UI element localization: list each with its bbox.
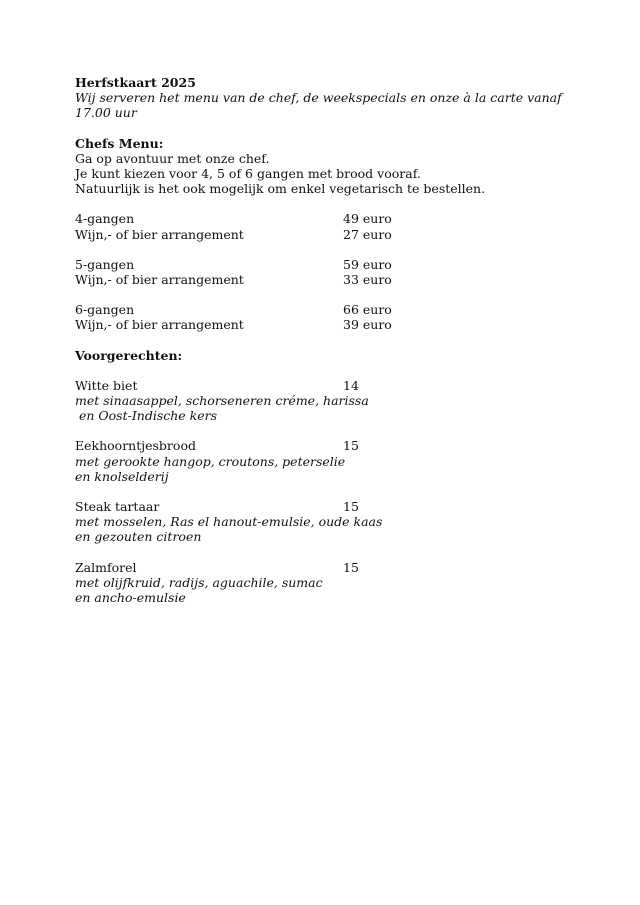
dish-name: Eekhoorntjesbrood — [75, 438, 196, 454]
pairing-price: 27 euro — [343, 226, 392, 242]
pairing-label: Wijn,- of bier arrangement — [75, 272, 244, 288]
dish-name: Steak tartaar — [75, 499, 160, 515]
course-option-label: 4-gangen — [75, 211, 135, 227]
dish-description-line: en knolselderij — [75, 468, 169, 484]
dish-description-line: met mosselen, Ras el hanout-emulsie, oude kaas — [75, 514, 383, 530]
voorgerechten-heading: Voorgerechten: — [75, 347, 183, 363]
dish-name: Witte biet — [75, 377, 138, 393]
pairing-row — [75, 317, 595, 332]
dish-description-line: met olijfkruid, radijs, aguachile, sumac — [75, 574, 323, 590]
spacer — [75, 287, 595, 302]
chefs-menu-intro-line: Je kunt kiezen voor 4, 5 of 6 gangen met brood vooraf. — [75, 166, 421, 182]
dish-item — [75, 378, 595, 424]
dish-price: 15 — [343, 438, 359, 454]
dish-description-line: met gerookte hangop, croutons, peterselie — [75, 453, 346, 469]
course-option-price: 66 euro — [343, 302, 392, 318]
page-subtitle: Wij serveren het menu van de chef, de weekspecials en onze à la carte vanaf 17.00 uur — [75, 90, 562, 121]
dish-description-line: en Oost-Indische kers — [75, 408, 218, 424]
course-option-price: 49 euro — [343, 211, 392, 227]
dish-item — [75, 499, 595, 545]
chefs-menu-intro-line: Natuurlijk is het ook mogelijk om enkel vegetarisch te bestellen. — [75, 181, 486, 197]
course-option-row — [75, 211, 595, 226]
menu-document — [75, 75, 595, 605]
course-option-label: 6-gangen — [75, 302, 135, 318]
chefs-menu-intro-line: Ga op avontuur met onze chef. — [75, 150, 270, 166]
dish-item — [75, 438, 595, 484]
chefs-menu-heading: Chefs Menu: — [75, 135, 164, 151]
pairing-price: 39 euro — [343, 317, 392, 333]
dish-price: 14 — [343, 377, 359, 393]
pairing-price: 33 euro — [343, 272, 392, 288]
dish-text — [75, 560, 343, 606]
course-option-label: 5-gangen — [75, 256, 135, 272]
course-option-row — [75, 257, 595, 272]
dish-price: 15 — [343, 559, 359, 575]
spacer — [75, 545, 595, 560]
dish-price: 15 — [343, 499, 359, 515]
spacer — [75, 242, 595, 257]
spacer — [75, 363, 595, 378]
spacer — [75, 121, 595, 136]
spacer — [75, 196, 595, 211]
pairing-row — [75, 227, 595, 242]
course-option-price: 59 euro — [343, 256, 392, 272]
dish-description-line: en ancho-emulsie — [75, 590, 186, 606]
course-option-row — [75, 302, 595, 317]
pairing-label: Wijn,- of bier arrangement — [75, 317, 244, 333]
dish-text — [75, 438, 346, 484]
spacer — [75, 423, 595, 438]
dish-item — [75, 560, 595, 606]
dish-name: Zalmforel — [75, 559, 137, 575]
dish-description-line: met sinaasappel, schorseneren créme, harissa — [75, 393, 369, 409]
pairing-row — [75, 272, 595, 287]
pairing-label: Wijn,- of bier arrangement — [75, 226, 244, 242]
spacer — [75, 333, 595, 348]
spacer — [75, 484, 595, 499]
dish-description-line: en gezouten citroen — [75, 529, 202, 545]
page-title: Herfstkaart 2025 — [75, 75, 196, 90]
